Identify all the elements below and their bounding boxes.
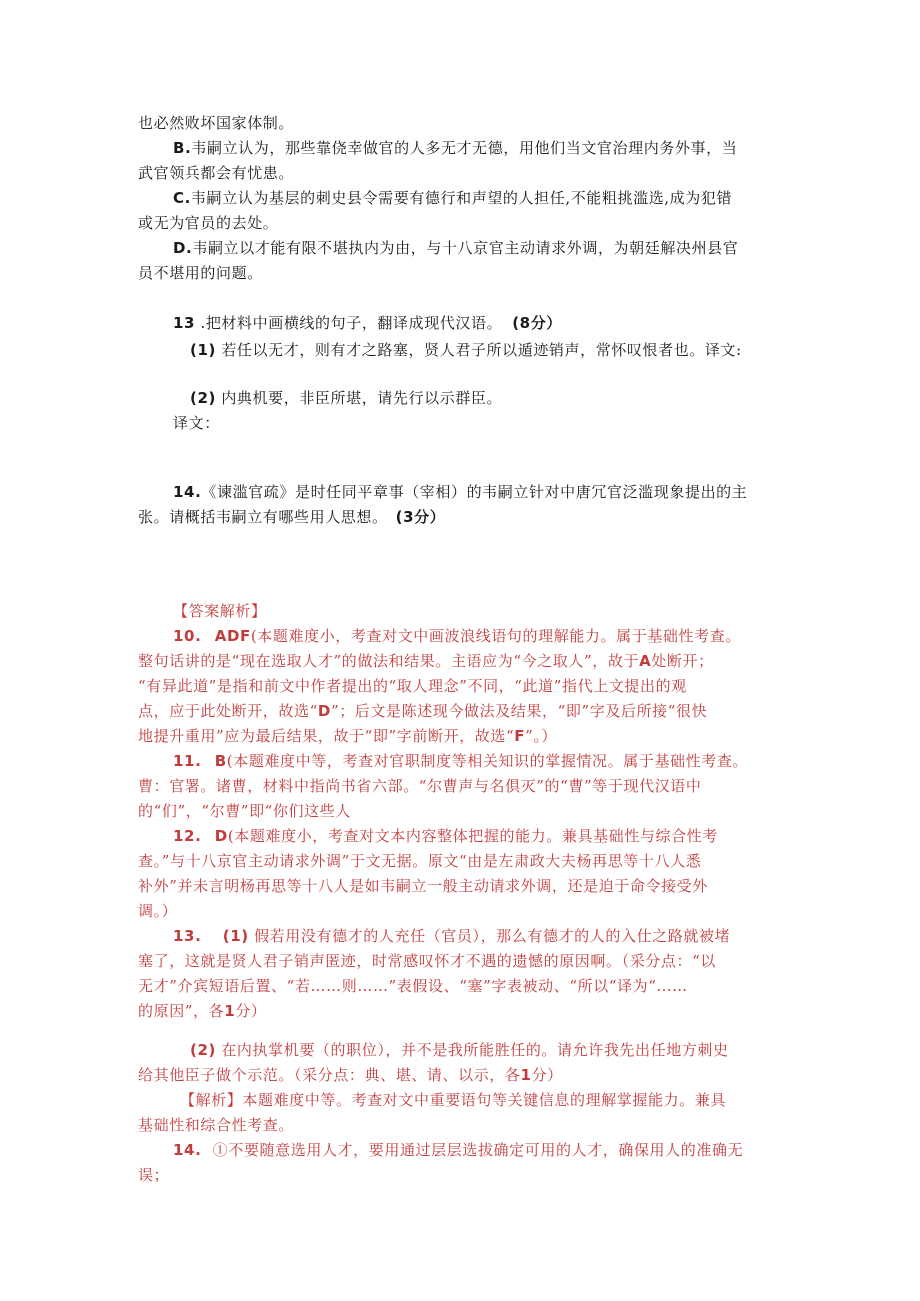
answer-12-key: D xyxy=(214,827,228,845)
question-13-sentence-2 xyxy=(190,386,798,411)
option-d-text: 韦嗣立以才能有限不堪执内为由，与十八京官主动请求外调，为朝廷解决州县官 xyxy=(192,239,739,257)
answer-14-number: 14. xyxy=(173,1141,202,1159)
question-14-number: 14. xyxy=(173,483,202,501)
option-c-letter: C. xyxy=(173,189,191,207)
answer-11-line-1 xyxy=(173,749,798,774)
answer-10-text-1: (本题难度小，考查对文中画波浪线语句的理解能力。属于基础性考查。 xyxy=(250,627,741,645)
answer-12-number: 12. xyxy=(173,827,202,845)
answer-13-s1-text-4b: 1 xyxy=(224,1002,236,1020)
option-b-line-2: 武官领兵都会有忧患。 xyxy=(138,164,295,182)
question-13-score: (8分） xyxy=(512,314,562,332)
answer-10-line-3: “有异此道”是指和前文中作者提出的“取人理念”不同，“此道”指代上文提出的观 xyxy=(138,677,687,695)
sentence-1-number: (1) xyxy=(190,341,216,359)
question-13-sentence-1 xyxy=(190,338,798,363)
answer-13-s2-line-1 xyxy=(190,1038,798,1063)
option-c-line-1 xyxy=(173,186,798,211)
answer-10-text-2a: 整句话讲的是“现在选取人才”的做法和结果。主语应为“今之取人”，故于 xyxy=(138,652,640,670)
sentence-1-text: 若任以无才，则有才之路塞，贤人君子所以遁迹销声，常怀叹恨者也。译文: xyxy=(215,341,742,359)
answer-13-s1-text-4a: 的原因”，各 xyxy=(138,1002,225,1020)
answer-12-line-2: 查。”与十八京官主动请求外调”于文无据。原文“由是左肃政大夫杨再思等十八人悉 xyxy=(138,852,702,870)
answer-10-text-5a: 地提升重用”应为最后结果，故于“即”字前断开，故选“ xyxy=(138,727,515,745)
answer-11-line-2: 曹：官署。诸曹，材料中指尚书省六部。“尔曹声与名俱灭”的“曹”等于现代汉语中 xyxy=(138,777,702,795)
answer-13-s1-text-4c: 分） xyxy=(235,1002,267,1020)
option-b-line-1 xyxy=(173,136,798,161)
question-13-text: .把材料中画横线的句子，翻译成现代汉语。 xyxy=(195,314,503,332)
answer-10-line-5 xyxy=(138,724,798,749)
answer-header: 【答案解析】 xyxy=(173,602,267,620)
question-13 xyxy=(138,311,798,436)
option-d-line-2: 员不堪用的问题。 xyxy=(138,264,263,282)
answer-13-s2-text-2b: 1 xyxy=(520,1066,532,1084)
answer-10-line-2 xyxy=(138,649,798,674)
option-b-letter: B. xyxy=(173,139,192,157)
translation-label: 译文： xyxy=(173,414,220,432)
answer-13-s2-line-2 xyxy=(138,1063,798,1088)
answer-14-line-2: 误； xyxy=(138,1166,170,1184)
answer-12-line-4: 调。） xyxy=(138,902,178,920)
answer-13-s1-text-1: 假若用没有德才的人充任（官员），那么有德才的人的入仕之路就被堵 xyxy=(248,927,731,945)
answer-11-line-3: 的“们”，“尔曹”即“你们这些人 xyxy=(138,802,351,820)
answer-10-text-4b: D xyxy=(317,702,331,720)
option-d-letter: D. xyxy=(173,239,193,257)
question-14-text-1: 《谏滥官疏》是时任同平章事（宰相）的韦嗣立针对中唐冗官泛滥现象提出的主 xyxy=(201,483,748,501)
answer-13-line-2: 塞了，这就是贤人君子销声匿迹，时常感叹怀才不遇的遗憾的原因啊。（采分点：“以 xyxy=(138,952,716,970)
answer-13-line-3: 无才”介宾短语后置、“若……则……”表假设、“塞”字表被动、“所以“译为“…… xyxy=(138,977,688,995)
question-13-number: 13 xyxy=(173,314,196,332)
question-14-text-2: 张。请概括韦嗣立有哪些用人思想。 xyxy=(138,508,388,526)
answer-10-number: 10. xyxy=(173,627,202,645)
sentence-2-number: (2) xyxy=(190,389,216,407)
answer-13-s2-number: (2) xyxy=(190,1041,216,1059)
answer-10-line-1 xyxy=(173,624,798,649)
answer-10-text-4c: ”；后文是陈述现今做法及结果，“即”字及后所接“很快 xyxy=(330,702,708,720)
answer-12-line-3: 补外”并未言明杨再思等十八人是如韦嗣立一般主动请求外调，还是迫于命令接受外 xyxy=(138,877,708,895)
option-c-line-2: 或无为官员的去处。 xyxy=(138,214,279,232)
answer-13-s2-text-1: 在内执掌机要（的职位），并不是我所能胜任的。请允许我先出任地方刺史 xyxy=(215,1041,729,1059)
question-14 xyxy=(138,480,798,530)
answer-13-line-1 xyxy=(173,924,798,949)
answer-10-text-5b: F xyxy=(514,727,526,745)
option-c-text: 韦嗣立认为基层的刺史县令需要有德行和声望的人担任,不能粗挑滥选,成为犯错 xyxy=(190,189,733,207)
answer-13-s2-text-2a: 给其他臣子做个示范。（采分点：典、堪、请、以示，各 xyxy=(138,1066,521,1084)
answer-12-line-1 xyxy=(173,824,798,849)
answer-13-analysis-line-1: 【解析】本题难度中等。考查对文中重要语句等关键信息的理解掌握能力。兼具 xyxy=(180,1091,727,1109)
answer-12-text-1: (本题难度小，考查对文本内容整体把握的能力。兼具基础性与综合性考 xyxy=(227,827,718,845)
answer-10-line-4 xyxy=(138,699,798,724)
answer-section xyxy=(138,599,798,1188)
answer-13-number: 13. xyxy=(173,927,202,945)
answer-13-s1-number: (1) xyxy=(222,927,249,945)
answer-10-text-2c: 处断开； xyxy=(651,652,714,670)
option-a-tail: 也必然败坏国家体制。 xyxy=(138,114,295,132)
answer-14-line-1 xyxy=(173,1138,798,1163)
option-d-line-1 xyxy=(173,236,798,261)
option-b-text: 韦嗣立认为，那些靠侥幸做官的人多无才无德，用他们当文官治理内务外事，当 xyxy=(191,139,738,157)
answer-10-text-4a: 点，应于此处断开，故选“ xyxy=(138,702,318,720)
question-14-line-1 xyxy=(173,480,798,505)
question-14-score: (3分） xyxy=(395,508,446,526)
answer-13-s2-text-2c: 分） xyxy=(531,1066,563,1084)
answer-13-analysis-line-2: 基础性和综合性考查。 xyxy=(138,1116,295,1134)
question-14-line-2 xyxy=(138,505,798,530)
question-13-prompt xyxy=(173,311,798,336)
answer-13-line-4 xyxy=(138,999,798,1024)
answer-10-text-5c: ”。） xyxy=(525,727,558,745)
answer-10-text-2b: A xyxy=(639,652,652,670)
question-12-options xyxy=(138,111,798,286)
sentence-2-text: 内典机要，非臣所堪，请先行以示群臣。 xyxy=(215,389,503,407)
spacer xyxy=(138,1024,798,1038)
answer-11-key: B xyxy=(214,752,227,770)
answer-11-text-1: (本题难度中等，考查对官职制度等相关知识的掌握情况。属于基础性考查。 xyxy=(226,752,749,770)
answer-10-key: ADF xyxy=(214,627,251,645)
answer-14-text-1: ①不要随意选用人才，要用通过层层选拔确定可用的人才，确保用人的准确无 xyxy=(207,1141,744,1159)
answer-11-number: 11. xyxy=(173,752,202,770)
